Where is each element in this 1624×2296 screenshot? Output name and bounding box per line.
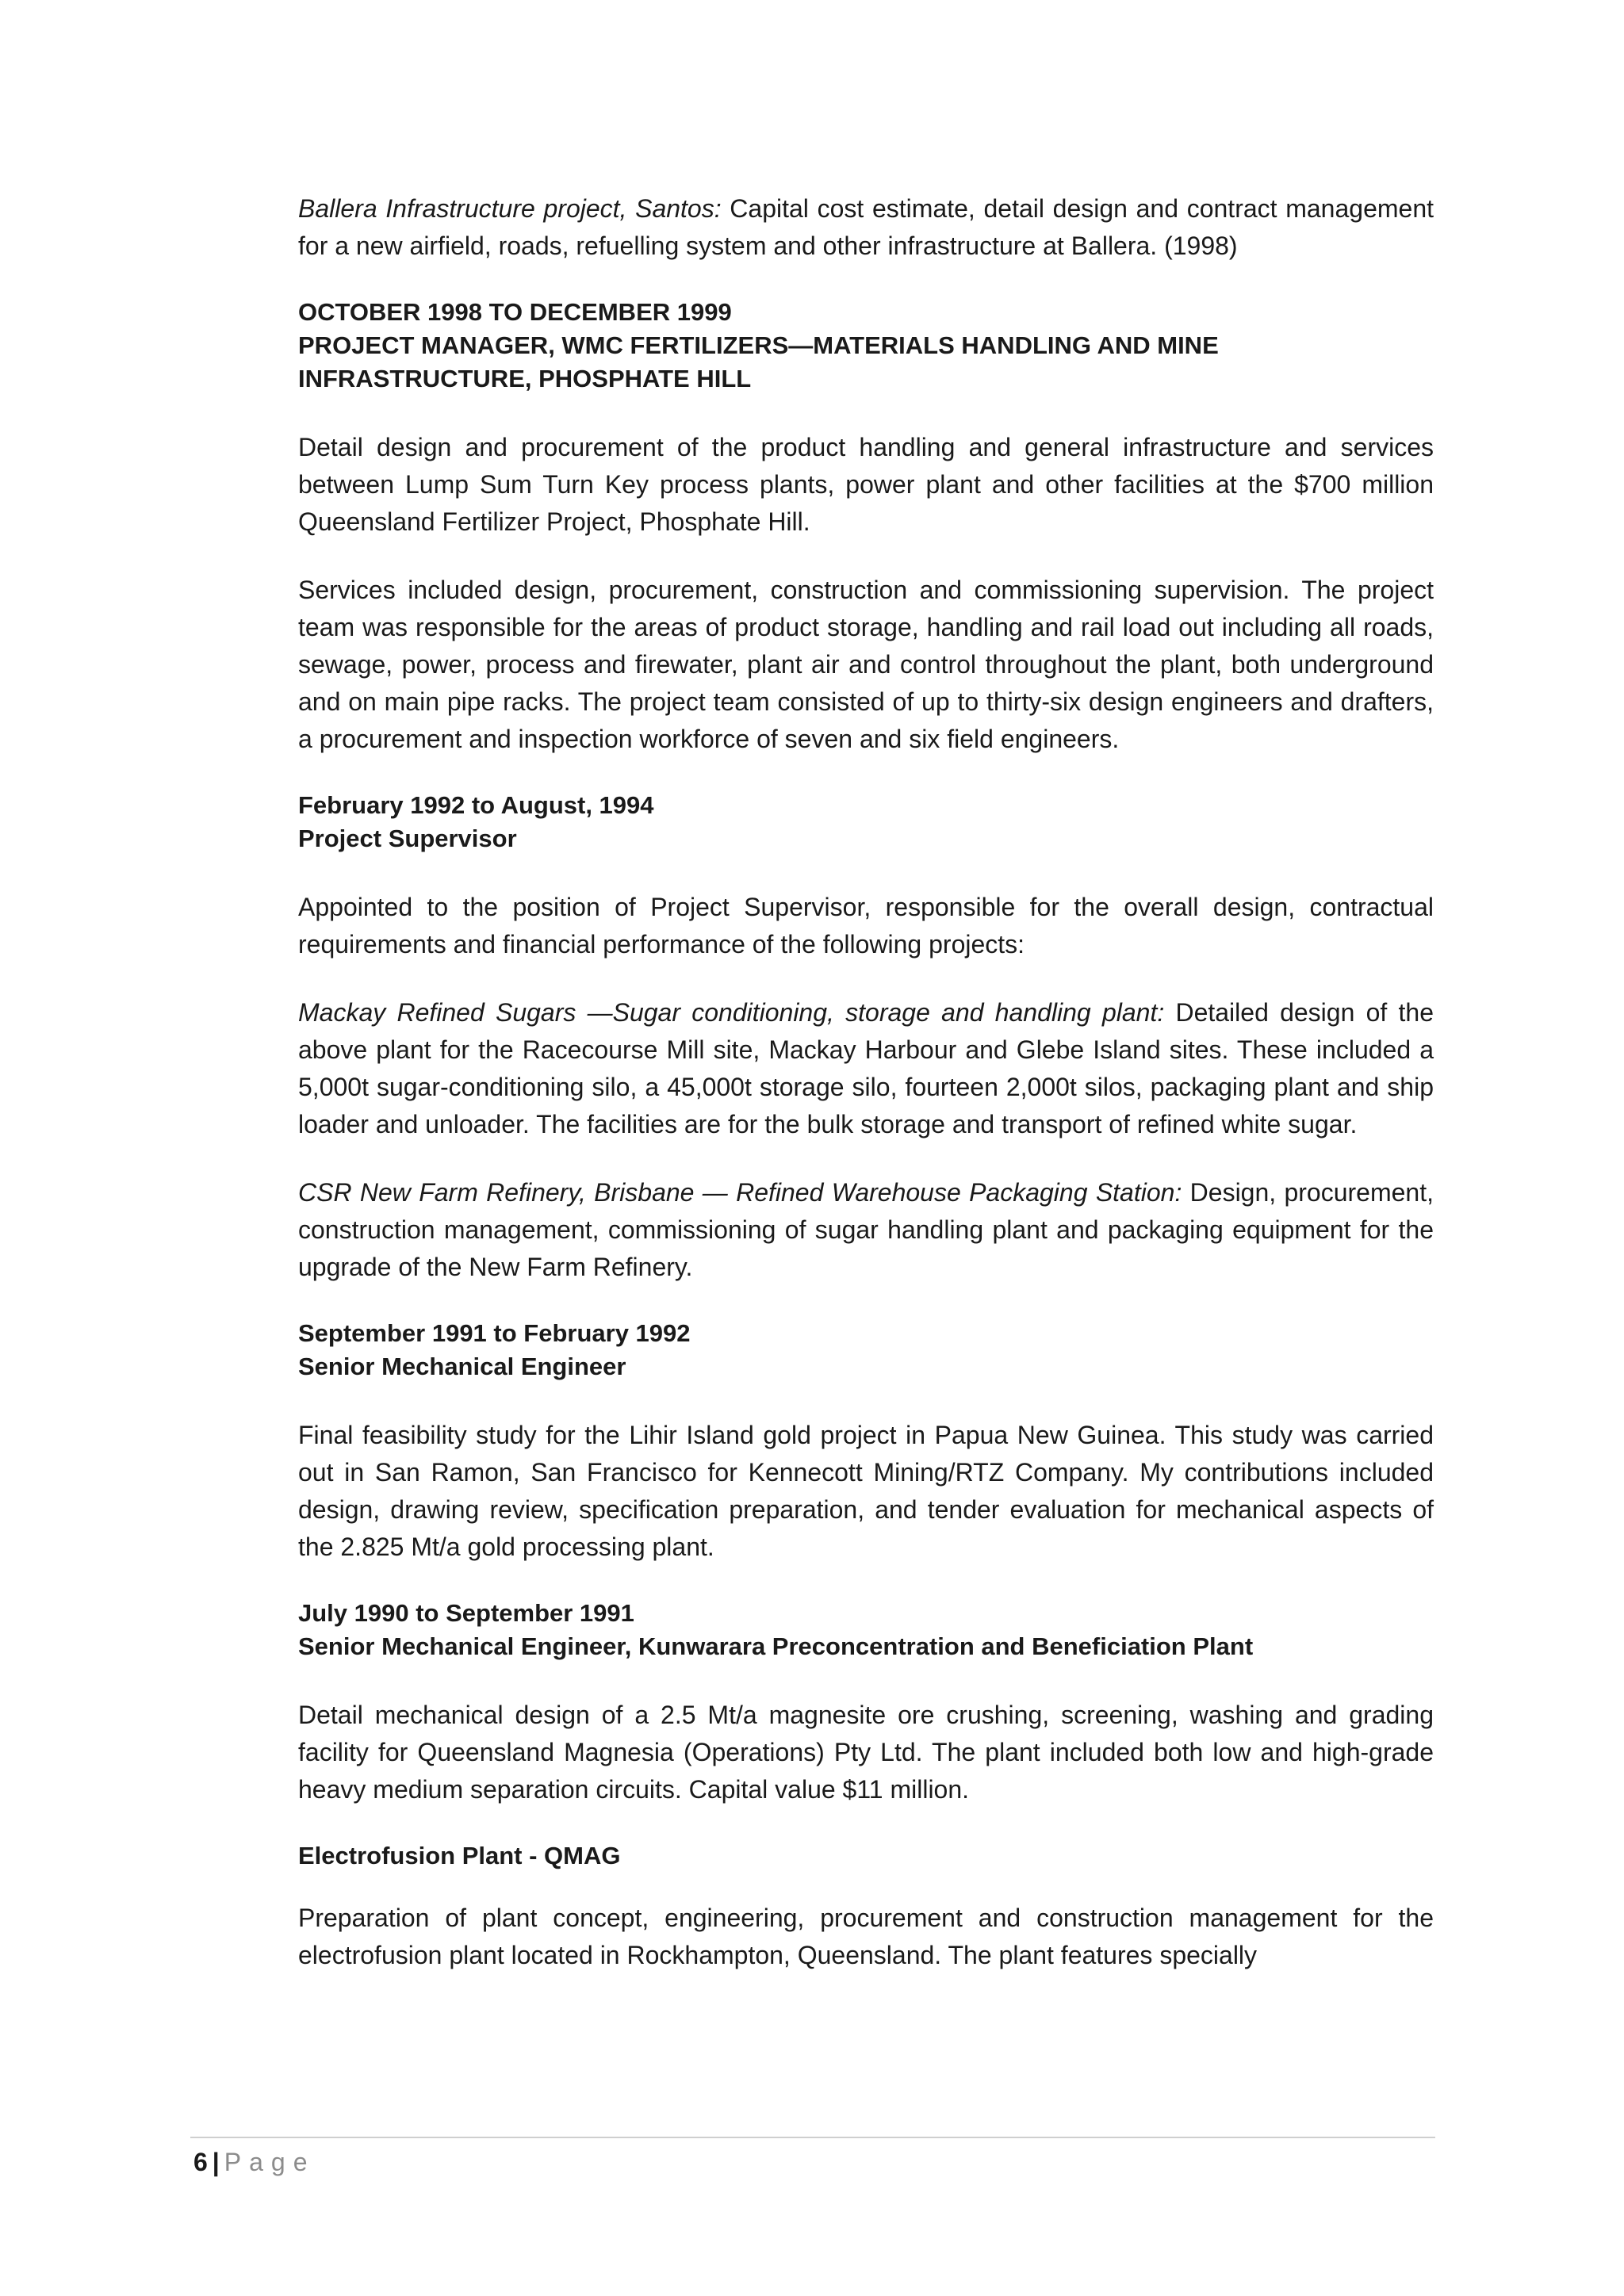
page-number: 6 bbox=[193, 2148, 208, 2176]
paragraph bbox=[298, 1697, 1434, 1808]
page-footer bbox=[193, 2145, 315, 2179]
paragraph bbox=[298, 190, 1434, 265]
section-heading bbox=[298, 1317, 1434, 1383]
paragraph bbox=[298, 889, 1434, 963]
heading-line: Senior Mechanical Engineer bbox=[298, 1353, 626, 1380]
paragraph-text: Appointed to the position of Project Supervisor, responsible for the overall design, contractual requirements and financial performance of the following projects: bbox=[298, 893, 1434, 959]
paragraph-text: Detail design and procurement of the product handling and general infrastructure and services between Lump Sum Turn Key process plants, power plant and other facilities at the $700 million Queensland Fertilizer Project, Phosphate Hill. bbox=[298, 433, 1434, 536]
section-heading bbox=[298, 1839, 1434, 1873]
heading-line: February 1992 to August, 1994 bbox=[298, 791, 654, 819]
paragraph-text: Services included design, procurement, construction and commissioning supervision. The project team was responsible for the areas of product storage, handling and rail load out including all roads, sewage, power, process and firewater, plant air and control throughout the plant, both underground and on main pipe racks. The project team consisted of up to thirty-six design engineers and drafters, a procurement and inspection workforce of seven and six field engineers. bbox=[298, 576, 1434, 753]
project-name: Mackay Refined Sugars —Sugar conditioning, storage and handling plant: bbox=[298, 998, 1165, 1027]
heading-line: Electrofusion Plant - QMAG bbox=[298, 1842, 621, 1869]
footer-separator: | bbox=[212, 2148, 220, 2176]
paragraph-text: Capital cost estimate, detail design and contract management for a new airfield, roads, refuelling system and other infrastructure at Ballera. (1998) bbox=[298, 194, 1434, 260]
section-heading bbox=[298, 1597, 1434, 1663]
heading-line: July 1990 to September 1991 bbox=[298, 1599, 634, 1627]
paragraph-text: Design, procurement, construction management, commissioning of sugar handling plant and packaging equipment for the upgrade of the New Farm Refinery. bbox=[298, 1178, 1434, 1281]
heading-line: Project Supervisor bbox=[298, 825, 517, 852]
paragraph bbox=[298, 1417, 1434, 1566]
heading-line: PROJECT MANAGER, WMC FERTILIZERS—MATERIALS HANDLING AND MINE INFRASTRUCTURE, PHOSPHATE HILL bbox=[298, 331, 1219, 392]
heading-line: September 1991 to February 1992 bbox=[298, 1319, 691, 1347]
footer-divider bbox=[190, 2137, 1435, 2138]
paragraph bbox=[298, 572, 1434, 758]
paragraph bbox=[298, 994, 1434, 1143]
heading-line: OCTOBER 1998 TO DECEMBER 1999 bbox=[298, 298, 732, 326]
document-body bbox=[298, 190, 1434, 2005]
paragraph bbox=[298, 1900, 1434, 1974]
paragraph-text: Final feasibility study for the Lihir Island gold project in Papua New Guinea. This study was carried out in San Ramon, San Francisco for Kennecott Mining/RTZ Company. My contributions included design, drawing review, specification preparation, and tender evaluation for mechanical aspects of the 2.825 Mt/a gold processing plant. bbox=[298, 1421, 1434, 1561]
page-label: Page bbox=[224, 2148, 316, 2176]
paragraph-text: Detail mechanical design of a 2.5 Mt/a magnesite ore crushing, screening, washing and grading facility for Queensland Magnesia (Operations) Pty Ltd. The plant included both low and high-grade heavy medium separation circuits. Capital value $11 million. bbox=[298, 1701, 1434, 1804]
paragraph-text: Preparation of plant concept, engineering, procurement and construction management for the electrofusion plant located in Rockhampton, Queensland. The plant features specially bbox=[298, 1904, 1434, 1969]
paragraph-text: Detailed design of the above plant for the Racecourse Mill site, Mackay Harbour and Glebe Island sites. These included a 5,000t sugar-conditioning silo, a 45,000t storage silo, fourteen 2,000t silos, packaging plant and ship loader and unloader. The facilities are for the bulk storage and transport of refined white sugar. bbox=[298, 998, 1434, 1138]
project-name: Ballera Infrastructure project, Santos: bbox=[298, 194, 722, 223]
project-name: CSR New Farm Refinery, Brisbane — Refined Warehouse Packaging Station: bbox=[298, 1178, 1182, 1207]
section-heading bbox=[298, 296, 1434, 396]
section-heading bbox=[298, 789, 1434, 855]
heading-line: Senior Mechanical Engineer, Kunwarara Preconcentration and Beneficiation Plant bbox=[298, 1632, 1254, 1660]
paragraph bbox=[298, 1174, 1434, 1286]
paragraph bbox=[298, 429, 1434, 541]
